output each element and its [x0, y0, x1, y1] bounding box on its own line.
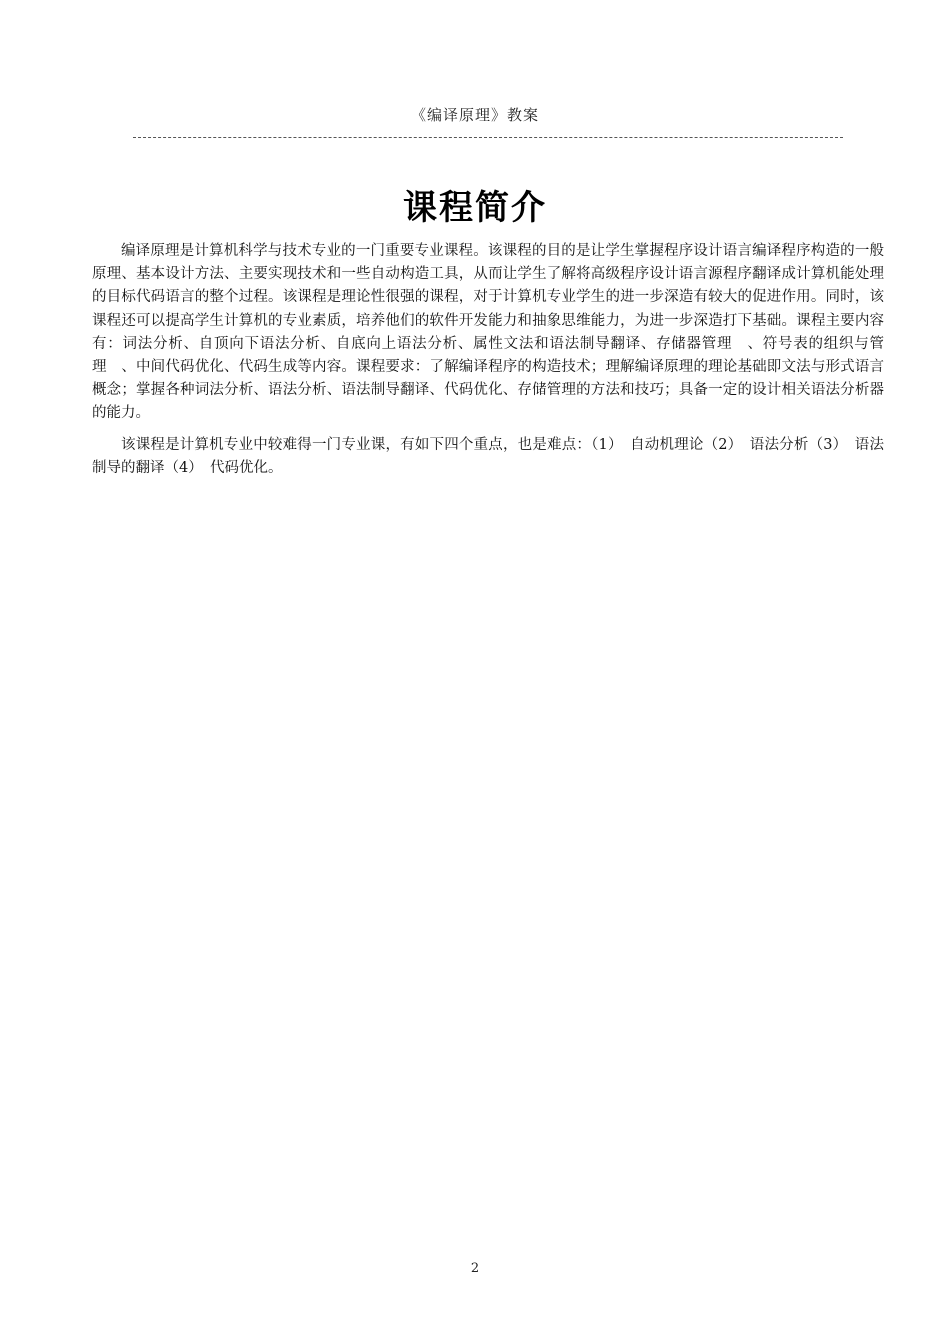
running-header: 《编译原理》教案 — [410, 106, 539, 124]
body-text — [92, 240, 884, 488]
header-divider — [133, 137, 843, 138]
page-number: 2 — [470, 1261, 480, 1276]
paragraph-key-points: 该课程是计算机专业中较难得一门专业课，有如下四个重点，也是难点：（1） 自动机理论（2） 语法分析（3） 语法制导的翻译（4） 代码优化。 — [92, 436, 884, 476]
page-title: 课程简介 — [403, 188, 547, 228]
paragraph-intro: 编译原理是计算机科学与技术专业的一门重要专业课程。该课程的目的是让学生掌握程序设计语言编译程序构造的一般原理、基本设计方法、主要实现技术和一些自动构造工具，从而让学生了解将高级程序设计语言源程序翻译成计算机能处理的目标代码语言的整个过程。该课程是理论性很强的课程，对于计算机专业学生的进一步深造有较大的促进作用。同时，该课程还可以提高学生计算机的专业素质，培养他们的软件开发能力和抽象思维能力，为进一步深造打下基础。课程主要内容有：词法分析、自顶向下语法分析、自底向上语法分析、属性文法和语法制导翻译、存储器管理 、符号表的组织与管理 、中间代码优化、代码生成等内容。课程要求：了解编译程序的构造技术；理解编译原理的理论基础即文法与形式语言概念；掌握各种词法分析、语法分析、语法制导翻译、代码优化、存储管理的方法和技巧；具备一定的设计相关语法分析器的能力。 — [92, 243, 884, 422]
